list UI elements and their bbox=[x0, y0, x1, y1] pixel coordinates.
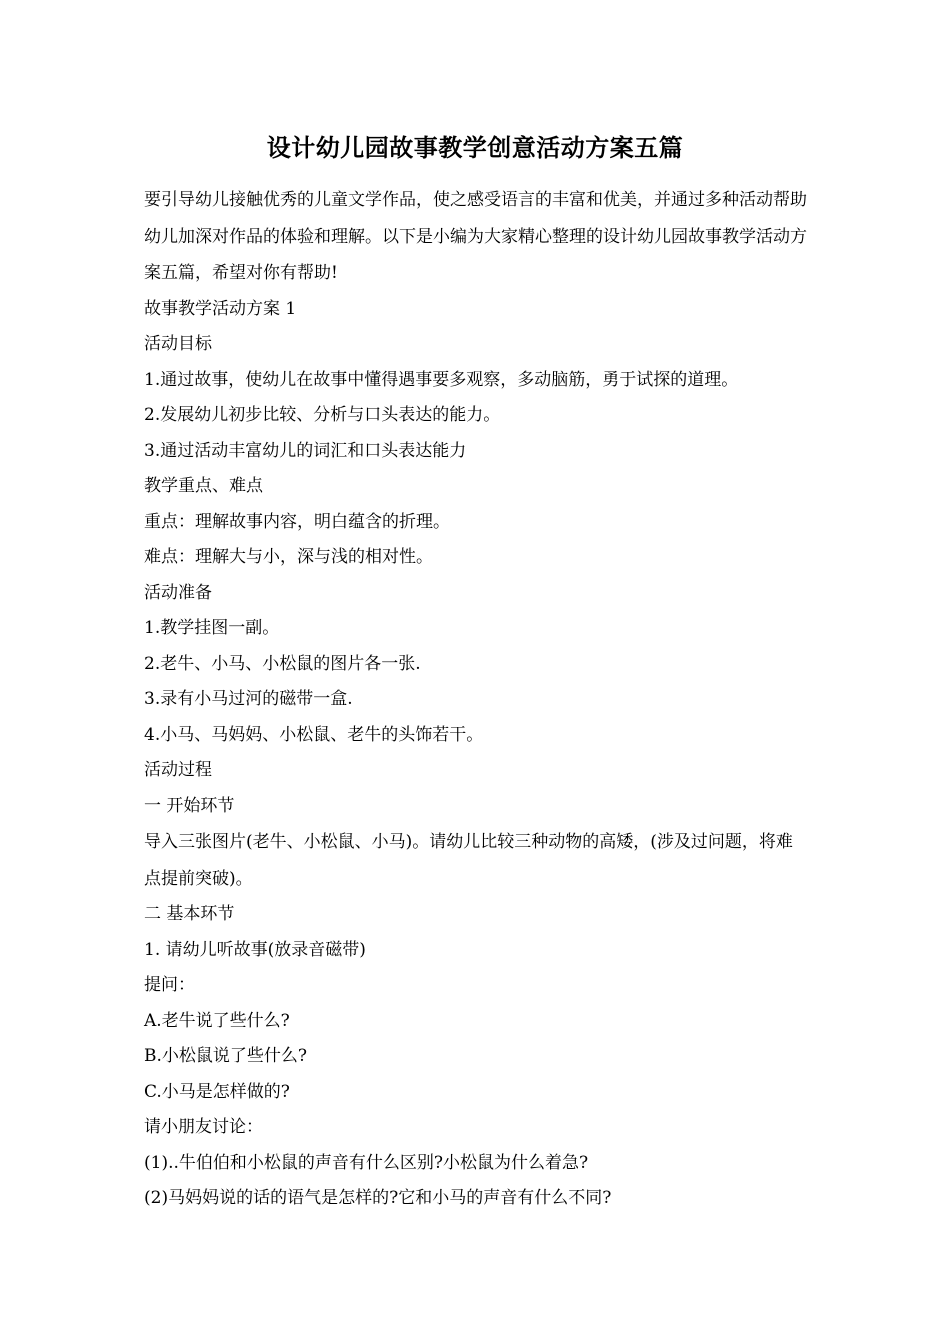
text-line: 4.小马、马妈妈、小松鼠、老牛的头饰若干。 bbox=[144, 724, 484, 745]
text-line: A.老牛说了些什么? bbox=[144, 1010, 290, 1031]
text-line: (1)..牛伯伯和小松鼠的声音有什么区别?小松鼠为什么着急? bbox=[144, 1152, 589, 1173]
text-line: 一 开始环节 bbox=[144, 795, 235, 816]
text-line: 故事教学活动方案 1 bbox=[144, 298, 297, 319]
text-line: 1.教学挂图一副。 bbox=[144, 618, 280, 638]
section-lines bbox=[144, 292, 808, 825]
process-paragraph: 导入三张图片(老牛、小松鼠、小马)。请幼儿比较三种动物的高矮，(涉及过问题，将难点提前突破)。 bbox=[144, 832, 793, 889]
text-line: 2.发展幼儿初步比较、分析与口头表达的能力。 bbox=[144, 405, 501, 425]
text-line: C.小马是怎样做的? bbox=[144, 1081, 290, 1102]
text-line: (2)马妈妈说的话的语气是怎样的?它和小马的声音有什么不同? bbox=[144, 1188, 612, 1208]
text-line: 1.通过故事，使幼儿在故事中懂得遇事要多观察，多动脑筋，勇于试探的道理。 bbox=[144, 369, 739, 390]
text-line: 重点：理解故事内容，明白蕴含的折理。 bbox=[144, 511, 450, 532]
section-lines-2 bbox=[144, 897, 808, 1217]
text-line: B.小松鼠说了些什么? bbox=[144, 1046, 308, 1066]
text-line: 活动过程 bbox=[144, 760, 212, 780]
text-line: 教学重点、难点 bbox=[144, 476, 263, 496]
text-line: 3.录有小马过河的磁带一盒. bbox=[144, 689, 353, 709]
text-line: 1. 请幼儿听故事(放录音磁带) bbox=[144, 939, 366, 960]
document-title: 设计幼儿园故事教学创意活动方案五篇 bbox=[266, 133, 684, 162]
text-line: 提问： bbox=[144, 975, 195, 995]
intro-paragraph: 要引导幼儿接触优秀的儿童文学作品，使之感受语言的丰富和优美，并通过多种活动帮助幼儿加深对作品的体验和理解。以下是小编为大家精心整理的设计幼儿园故事教学活动方案五篇，希望对你有帮助! bbox=[144, 190, 807, 283]
text-line: 请小朋友讨论： bbox=[144, 1117, 263, 1137]
text-line: 二 基本环节 bbox=[144, 904, 235, 924]
text-line: 难点：理解大与小，深与浅的相对性。 bbox=[144, 547, 433, 567]
document-body bbox=[144, 182, 808, 1217]
text-line: 活动目标 bbox=[144, 334, 212, 354]
text-line: 活动准备 bbox=[144, 582, 212, 603]
text-line: 2.老牛、小马、小松鼠的图片各一张. bbox=[144, 653, 421, 674]
text-line: 3.通过活动丰富幼儿的词汇和口头表达能力 bbox=[144, 440, 467, 461]
